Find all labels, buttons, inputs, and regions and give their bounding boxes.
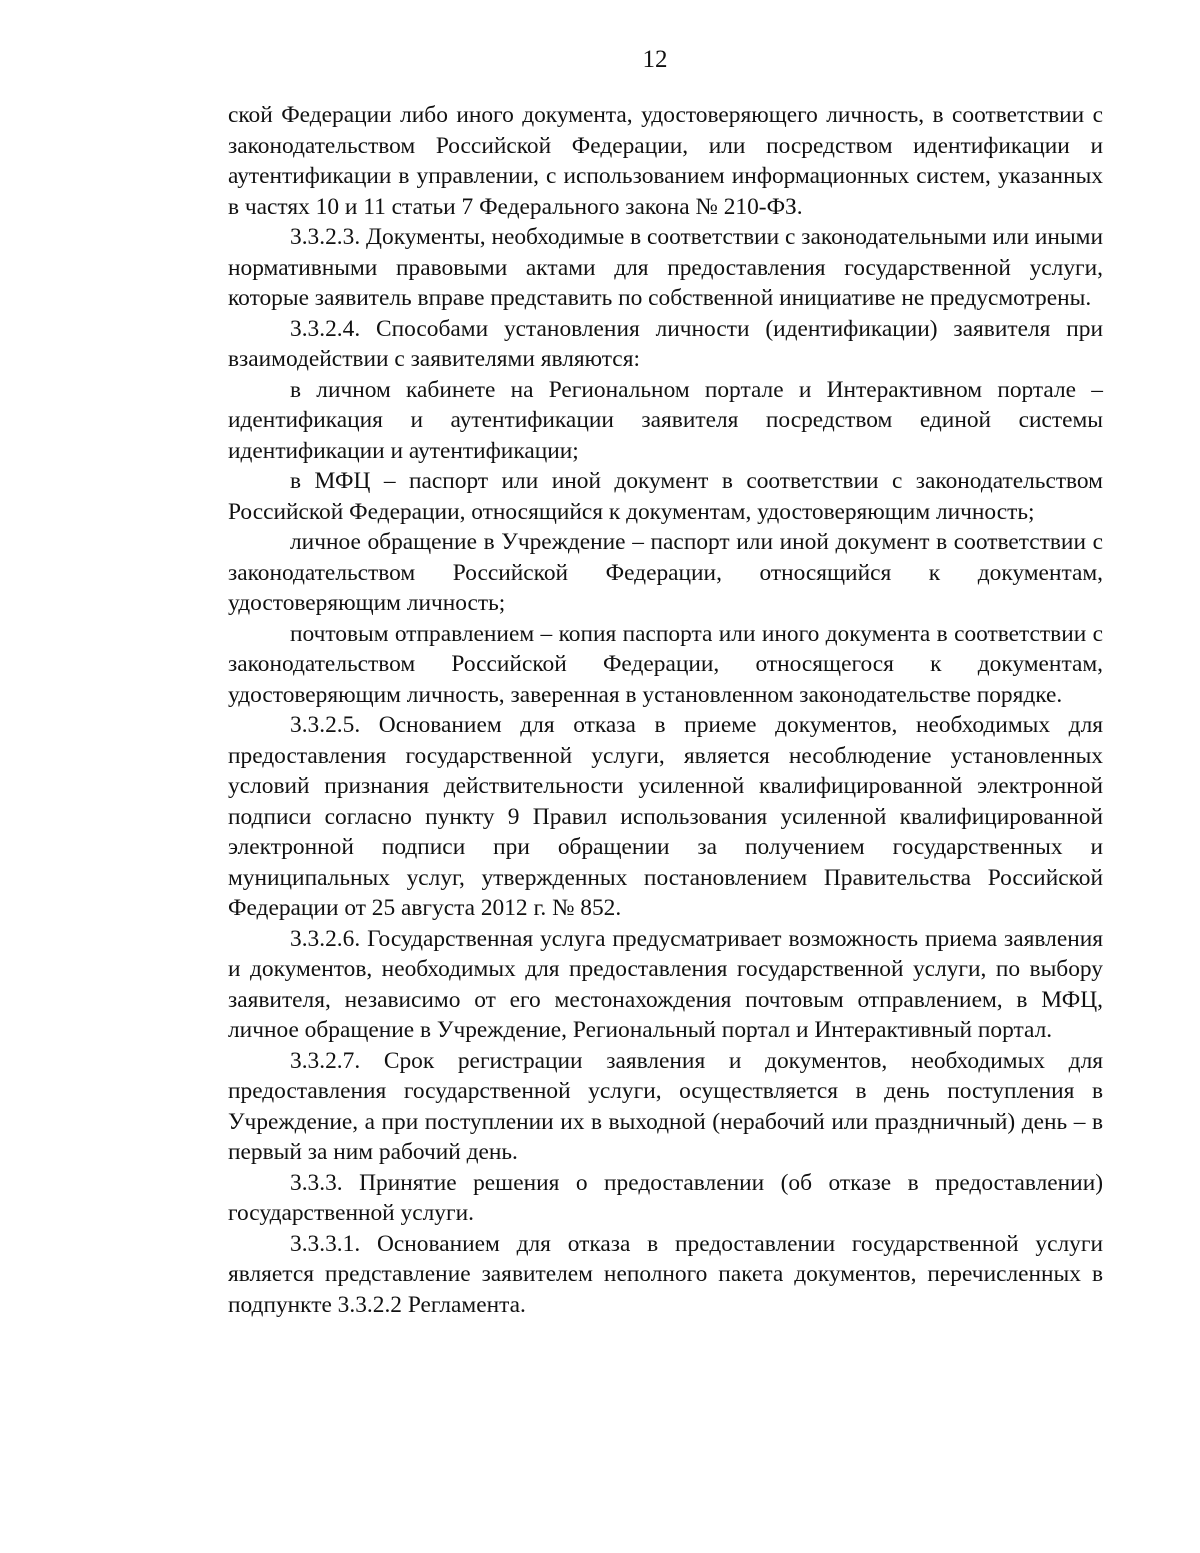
paragraph-3-3-2-4: 3.3.2.4. Способами установления личности (идентификации) заявителя при взаимодействии с заявителями являются: — [228, 315, 1103, 372]
page-number: 12 — [642, 46, 668, 73]
paragraph-mfc: в МФЦ – паспорт или иной документ в соответствии с законодательством Российской Федерации, относящийся к документам, удостоверяющим личность; — [228, 468, 1103, 525]
paragraph-3-3-2-3: 3.3.2.3. Документы, необходимые в соответствии с законодательными или иными нормативными правовыми актами для предоставления государственной услуги, которые заявитель вправе представить по собственной инициативе не предусмотрены. — [228, 224, 1103, 311]
paragraph-personal-visit: личное обращение в Учреждение – паспорт или иной документ в соответствии с законодательством Российской Федерации, относящийся к документам, удостоверяющим личность; — [228, 529, 1103, 616]
paragraph-3-3-2-5: 3.3.2.5. Основанием для отказа в приеме документов, необходимых для предоставления государственной услуги, является несоблюдение установленных условий признания действительности усиленной квалифицированной электронной подписи согласно пункту 9 Правил использования усиленной квалифицированной электронной подписи при обращении за получением государственных и муниципальных услуг, утвержденных постановлением Правительства Российской Федерации от 25 августа 2012 г. № 852. — [228, 712, 1103, 921]
paragraph-postal: почтовым отправлением – копия паспорта или иного документа в соответствии с законодательством Российской Федерации, относящегося к документам, удостоверяющим личность, заверенная в установленном законодательстве порядке. — [228, 620, 1103, 708]
paragraph-3-3-2-6: 3.3.2.6. Государственная услуга предусматривает возможность приема заявления и документов, необходимых для предоставления государственной услуги, по выбору заявителя, независимо от его местонахождения почтовым отправлением, в МФЦ, личное обращение в Учреждение, Региональный портал и Интерактивный портал. — [228, 925, 1103, 1043]
paragraph-personal-account: в личном кабинете на Региональном портале и Интерактивном портале – идентификация и аутентификации заявителя посредством единой системы идентификации и аутентификации; — [228, 376, 1103, 464]
document-body — [228, 100, 1103, 1320]
paragraph-3-3-2-7: 3.3.2.7. Срок регистрации заявления и документов, необходимых для предоставления государственной услуги, осуществляется в день поступления в Учреждение, а при поступлении их в выходной (нерабочий или праздничный) день – в первый за ним рабочий день. — [228, 1047, 1103, 1165]
paragraph-3-3-3-1: 3.3.3.1. Основанием для отказа в предоставлении государственной услуги является представление заявителем неполного пакета документов, перечисленных в подпункте 3.3.2.2 Регламента. — [228, 1230, 1103, 1318]
paragraph-3-3-3: 3.3.3. Принятие решения о предоставлении (об отказе в предоставлении) государственной услуги. — [228, 1169, 1103, 1226]
paragraph-continuation: ской Федерации либо иного документа, удостоверяющего личность, в соответствии с законодательством Российской Федерации, или посредством идентификации и аутентификации в управлении, с использованием информационных систем, указанных в частях 10 и 11 статьи 7 Федерального закона № 210-ФЗ. — [228, 102, 1103, 220]
